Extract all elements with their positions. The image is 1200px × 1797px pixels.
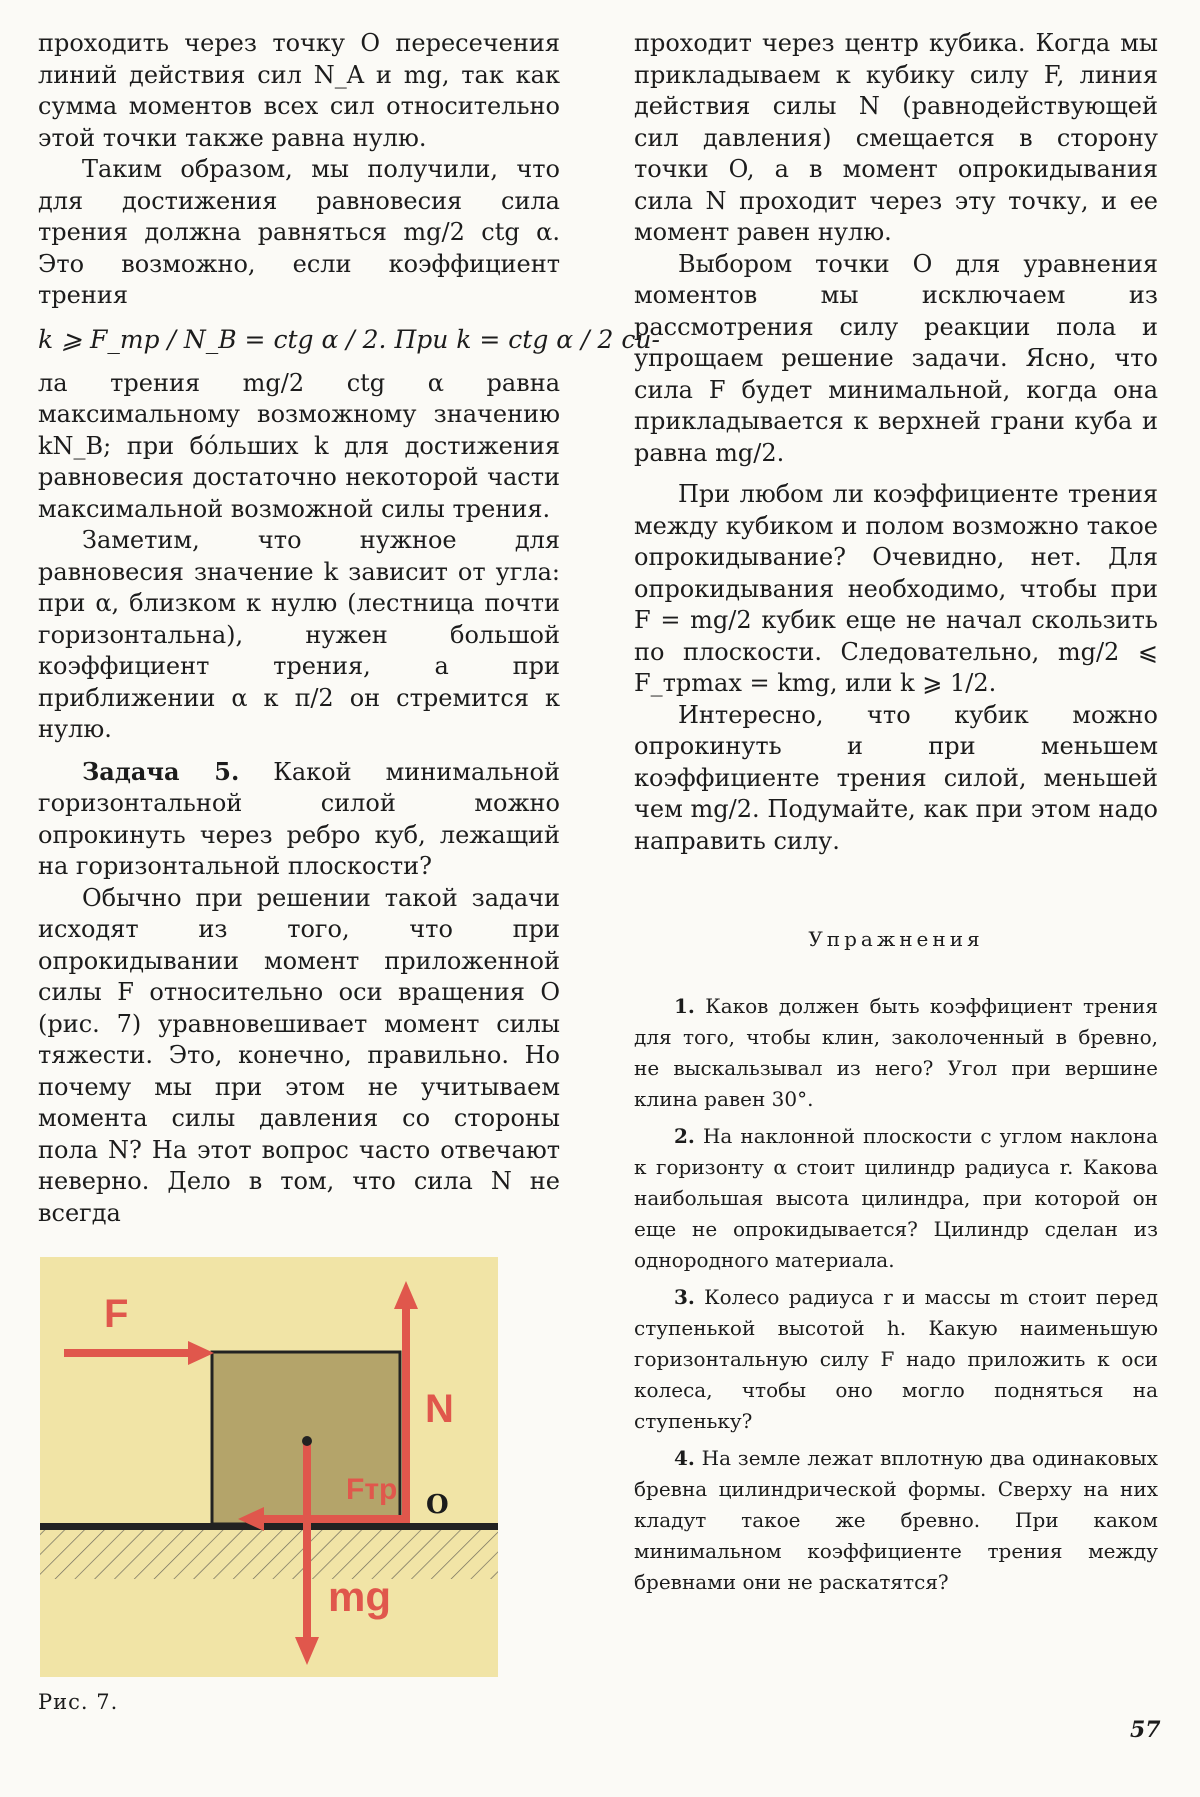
- right-column: [634, 28, 1158, 1604]
- exercise-text: Колесо радиуса r и массы m стоит перед ступенькой высотой h. Какую наименьшую горизонтальную силу F надо приложить к оси колеса, чтобы оно могло подняться на ступеньку?: [634, 1285, 1159, 1433]
- left-paragraph-2: Таким образом, мы получили, что для достижения равновесия сила трения должна равняться mg/2 ctg α. Это возможно, если коэффициент трения: [38, 155, 560, 309]
- page-number: 57: [1130, 1717, 1161, 1743]
- label-N: N: [425, 1387, 454, 1431]
- right-paragraph-1: проходит через центр кубика. Когда мы прикладываем к кубику силу F, линия действия силы N (равнодействующей сил давления) смещается в сторону точки O, а в момент опрокидывания сила N проходит через эту точку, и ее момент равен нулю.: [634, 29, 1158, 246]
- left-paragraph-5: Обычно при решении такой задачи исходят из того, что при опрокидывании момент приложенной силы F относительно оси вращения O (рис. 7) уравновешивает момент силы тяжести. Это, конечно, правильно. Но почему мы при этом не учитываем момента силы давления со стороны пола N? На этот вопрос часто отвечают неверно. Дело в том, что сила N не всегда: [38, 883, 560, 1227]
- exercise-item: [634, 991, 1158, 1115]
- exercise-number: 1.: [674, 994, 695, 1018]
- ground-hatching: [40, 1529, 498, 1579]
- exercise-text: Каков должен быть коэффициент трения для того, чтобы клин, заколоченный в бревно, не выскальзывал из него? Угол при вершине клина равен 30°.: [634, 994, 1159, 1111]
- exercise-text: На наклонной плоскости с углом наклона к горизонту α стоит цилиндр радиуса r. Какова наибольшая высота цилиндра, при которой он еще не опрокидывается? Цилиндр сделан из однородного материала.: [634, 1124, 1159, 1272]
- cube-force-diagram: [40, 1257, 498, 1677]
- label-mg: mg: [328, 1573, 391, 1620]
- exercise-item: [634, 1443, 1158, 1598]
- task-text: Какой минимальной горизонтальной силой можно опрокинуть через ребро куб, лежащий на горизонтальной плоскости?: [38, 757, 560, 880]
- label-Ftr: Fтр: [346, 1473, 398, 1506]
- right-paragraph-2: Выбором точки O для уравнения моментов мы исключаем из рассмотрения силу реакции пола и упрощаем решение задачи. Ясно, что сила F будет минимальной, когда она прикладывается к верхней грани куба и равна mg/2.: [634, 249, 1158, 467]
- exercises-heading: Упражнения: [808, 927, 984, 951]
- label-O: O: [426, 1490, 449, 1520]
- task-5: [38, 756, 560, 883]
- figure-caption: Рис. 7.: [38, 1690, 119, 1714]
- figure-7: [40, 1257, 498, 1677]
- friction-formula: k ⩾ F_тр / N_B = ctg α / 2. При k = ctg α / 2 си-: [38, 324, 660, 354]
- right-paragraph-3: При любом ли коэффициенте трения между кубиком и полом возможно такое опрокидывание? Очевидно, нет. Для опрокидывания необходимо, чтобы при F = mg/2 кубик еще не начал скользить по плоскости. Следовательно, mg/2 ⩽ F_трmax = kmg, или k ⩾ 1/2.: [634, 480, 1158, 697]
- label-F: F: [104, 1292, 129, 1336]
- left-paragraph-1: проходить через точку O пересечения линий действия сил N_A и mg, так как сумма моментов всех сил относительно этой точки также равна нулю.: [38, 29, 560, 152]
- exercise-number: 4.: [674, 1446, 695, 1470]
- right-paragraph-4: Интересно, что кубик можно опрокинуть и при меньшем коэффициенте трения силой, меньшей чем mg/2. Подумайте, как при этом надо направить силу.: [634, 700, 1158, 855]
- left-column: [38, 28, 660, 1229]
- left-paragraph-4: Заметим, что нужное для равновесия значение k зависит от угла: при α, близком к нулю (лестница почти горизонтальна), нужен большой коэффициент трения, а при приближении α к π/2 он стремится к нулю.: [38, 526, 560, 743]
- exercise-text: На земле лежат вплотную два одинаковых бревна цилиндрической формы. Сверху на них кладут такое же бревно. При каком минимальном коэффициенте трения между бревнами они не раскатятся?: [634, 1446, 1158, 1594]
- left-paragraph-3: ла трения mg/2 ctg α равна максимальному возможному значению kN_B; при бóльших k для достижения равновесия достаточно некоторой части максимальной возможной силы трения.: [38, 368, 560, 523]
- exercise-item: [634, 1282, 1158, 1437]
- exercise-number: 2.: [674, 1124, 695, 1148]
- exercise-item: [634, 1121, 1158, 1276]
- exercise-number: 3.: [674, 1285, 695, 1309]
- task-label: Задача 5.: [82, 756, 240, 786]
- center-of-mass-dot: [302, 1436, 312, 1446]
